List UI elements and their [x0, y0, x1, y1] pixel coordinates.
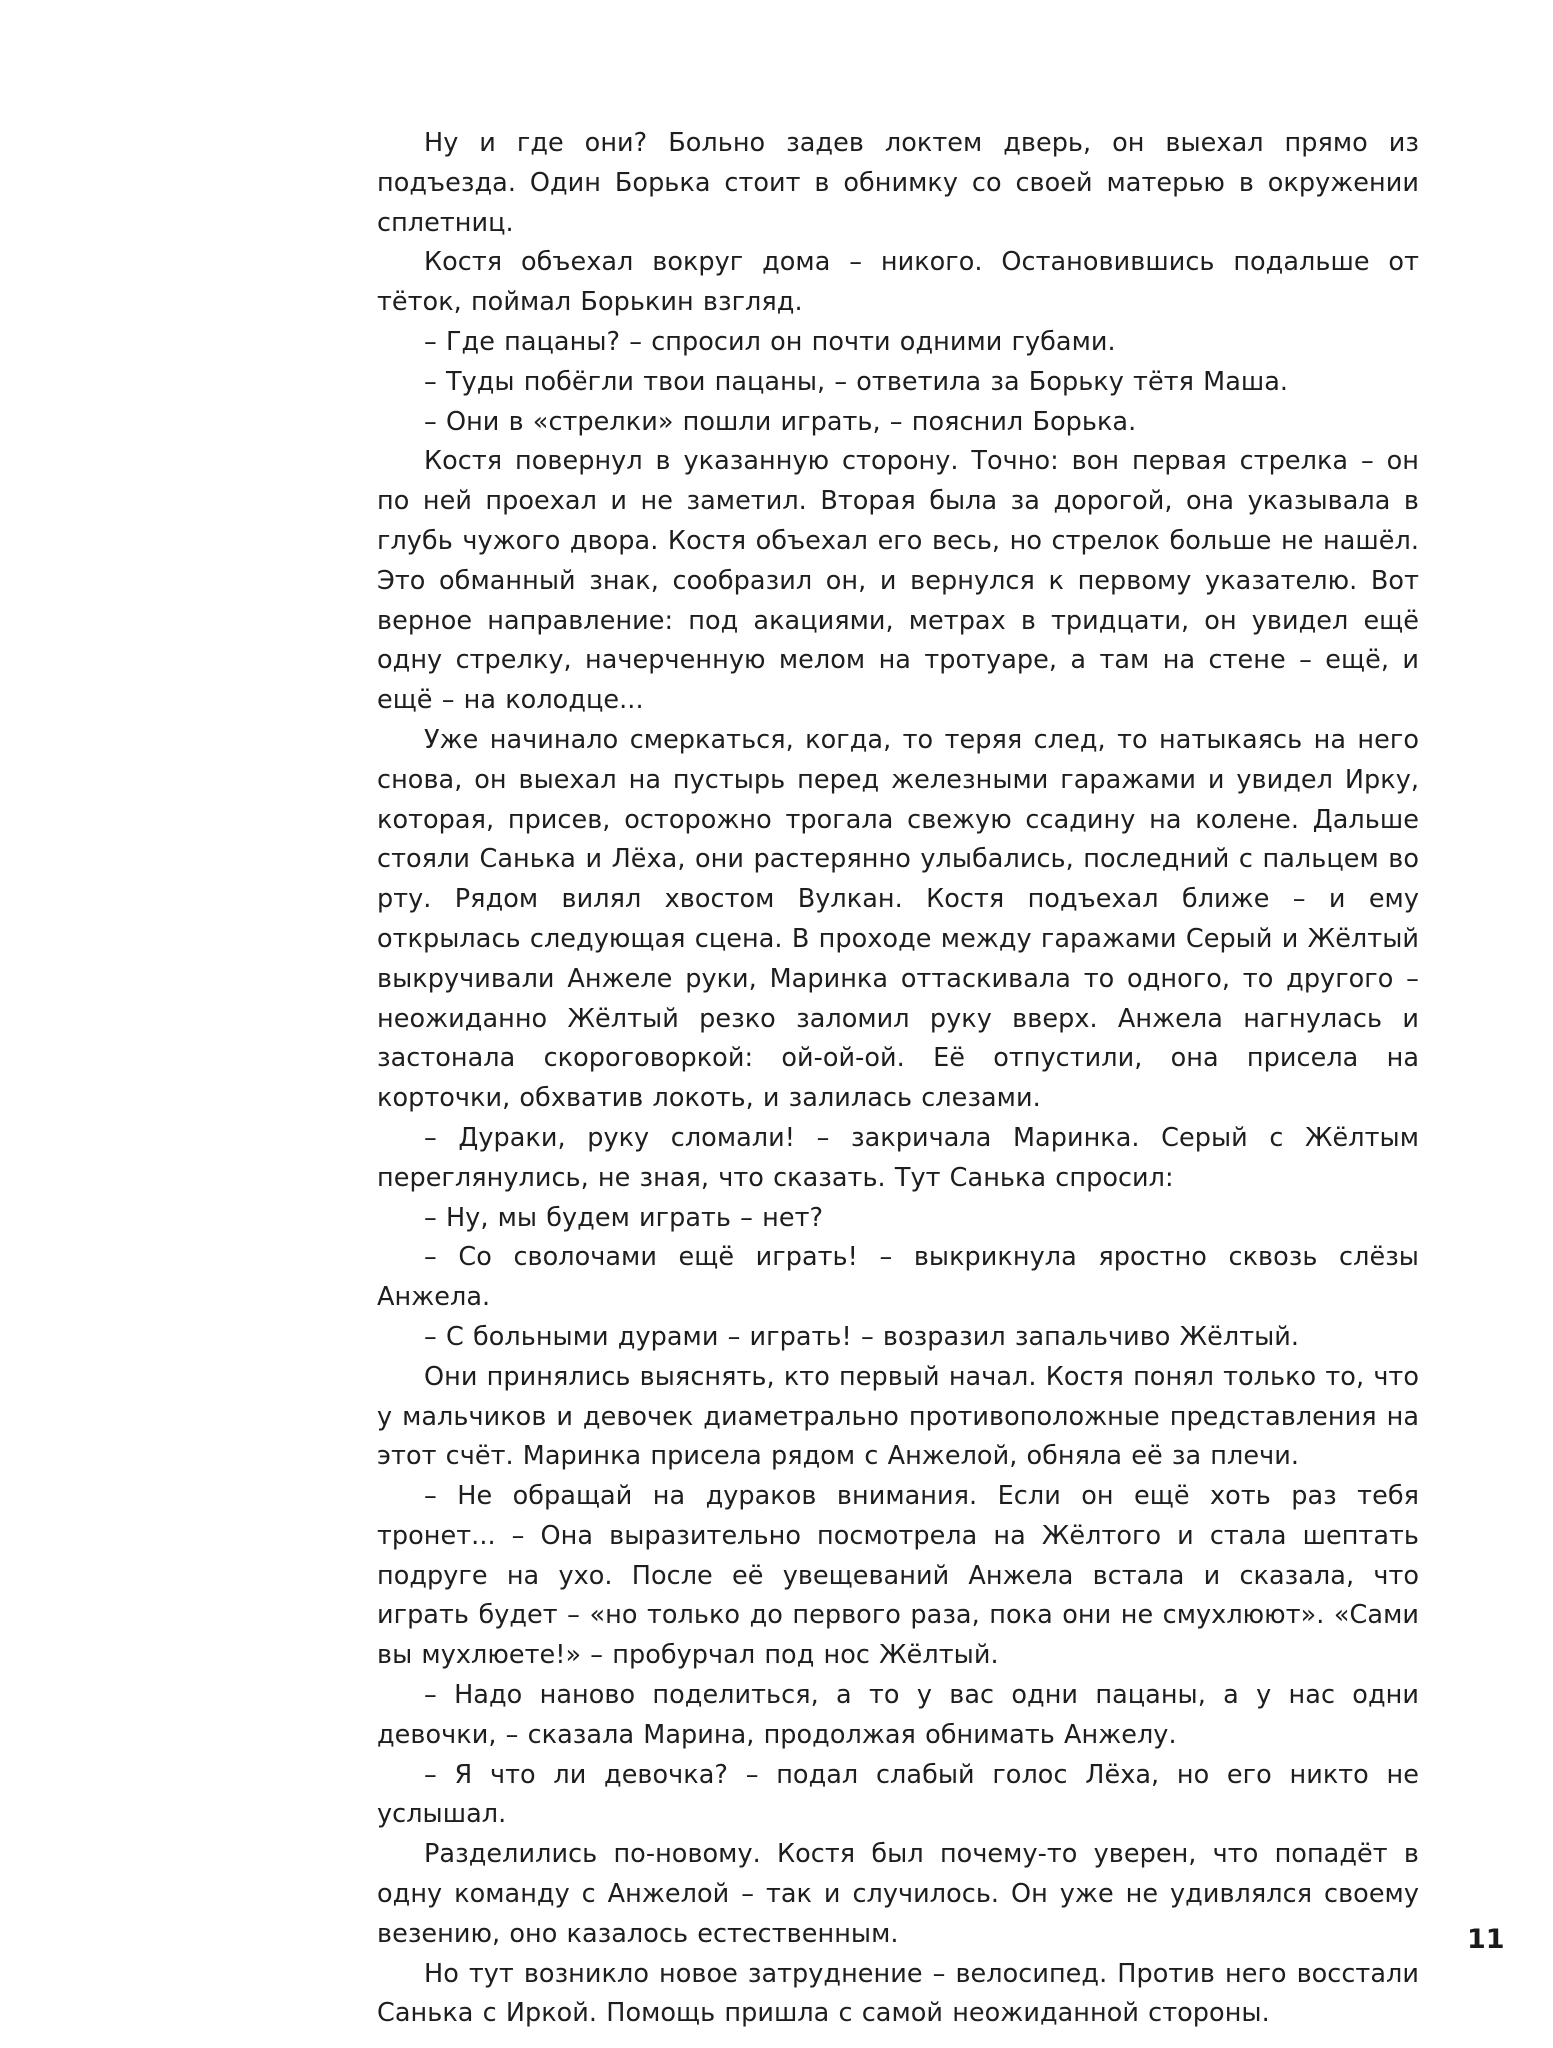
paragraph: Костя объехал вокруг дома – никого. Остановившись подальше от тёток, поймал Борькин взгляд. [377, 247, 1419, 318]
paragraph: – Ну, мы будем играть – нет? [424, 1202, 824, 1233]
paragraph: – Дураки, руку сломали! – закричала Маринка. Серый с Жёлтым переглянулись, не зная, что сказать. Тут Санька спросил: [377, 1122, 1419, 1193]
paragraph: Костя повернул в указанную сторону. Точно: вон первая стрелка – он по ней проехал и не заметил. Вторая была за дорогой, она указывала в глубь чужого двора. Костя объехал его весь, но стрелок больше не нашёл. Это обманный знак, сообразил он, и вернулся к первому указателю. Вот верное направление: под акациями, метрах в тридцати, он увидел ещё одну стрелку, начерченную мелом на тротуаре, а там на стене – ещё, и ещё – на колодце... [377, 446, 1419, 716]
paragraph: Но тут возникло новое затруднение – велосипед. Против него восстали Санька с Иркой. Помощь пришла с самой неожиданной стороны. [377, 1958, 1419, 2029]
paragraph: – Я что ли девочка? – подал слабый голос Лёха, но его никто не услышал. [377, 1759, 1419, 1830]
paragraph: Ну и где они? Больно задев локтем дверь, он выехал прямо из подъезда. Один Борька стоит в обнимку со своей матерью в окружении сплетниц. [377, 128, 1419, 238]
page-body [377, 124, 1419, 2034]
page-number: 11 [1467, 1924, 1505, 1955]
paragraph: – Надо наново поделиться, а то у вас одни пацаны, а у нас одни девочки, – сказала Марина, продолжая обнимать Анжелу. [377, 1680, 1419, 1750]
paragraph: – С больными дурами – играть! – возразил запальчиво Жёлтый. [424, 1321, 1300, 1352]
paragraph: – Со сволочами ещё играть! – выкрикнула яростно сквозь слёзы Анжела. [377, 1242, 1419, 1313]
paragraph: Разделились по-новому. Костя был почему-то уверен, что попадёт в одну команду с Анжелой – так и случилось. Он уже не удивлялся своему везению, оно казалось естественным. [377, 1839, 1419, 1949]
paragraph: Уже начинало смеркаться, когда, то теряя след, то натыкаясь на него снова, он выехал на пустырь перед железными гаражами и увидел Ирку, которая, присев, осторожно трогала свежую ссадину на колене. Дальше стояли Санька и Лёха, они растерянно улыбались, последний с пальцем во рту. Рядом вилял хвостом Вулкан. Костя подъехал ближе – и ему открылась следующая сцена. В проходе между гаражами Серый и Жёлтый выкручивали Анжеле руки, Маринка оттаскивала то одного, то другого – неожиданно Жёлтый резко заломил руку вверх. Анжела нагнулась и застонала скороговоркой: ой-ой-ой. Её отпустили, она присела на корточки, обхватив локоть, и залилась слезами. [377, 724, 1419, 1114]
paragraph: – Не обращай на дураков внимания. Если он ещё хоть раз тебя тронет... – Она выразительно посмотрела на Жёлтого и стала шептать подруге на ухо. После её увещеваний Анжела встала и сказала, что играть будет – «но только до первого раза, пока они не смухлюют». «Сами вы мухлюете!» – пробурчал под нос Жёлтый. [377, 1481, 1419, 1671]
paragraph: Они принялись выяснять, кто первый начал. Костя понял только то, что у мальчиков и девочек диаметрально противоположные представления на этот счёт. Маринка присела рядом с Анжелой, обняла её за плечи. [377, 1361, 1419, 1472]
paragraph: – Туды побёгли твои пацаны, – ответила за Борьку тётя Маша. [424, 366, 1289, 397]
paragraph: – Они в «стрелки» пошли играть, – пояснил Борька. [424, 406, 1137, 437]
paragraph: – Где пацаны? – спросил он почти одними губами. [424, 326, 1116, 357]
